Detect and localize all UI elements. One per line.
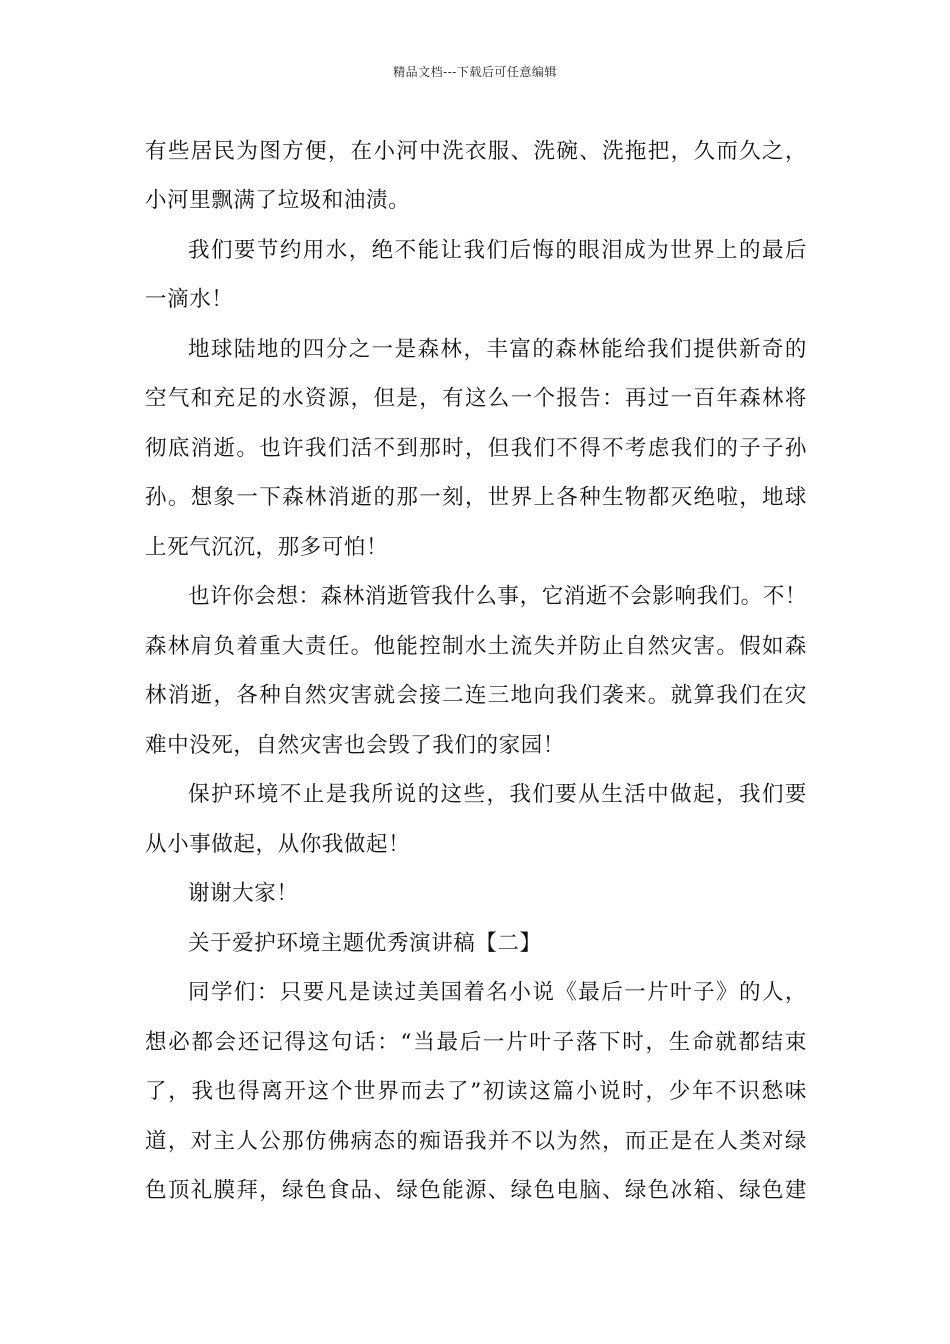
text-line: 难中没死，自然灾害也会毁了我们的家园！ — [145, 733, 565, 758]
text-line: 彻底消逝。也许我们活不到那时，但我们不得不考虑我们的子子孙 — [145, 436, 807, 461]
text-line: 了，我也得离开这个世界而去了”初读这篇小说时，少年不识愁味 — [145, 1079, 807, 1104]
text-line: 谢谢大家！ — [188, 881, 299, 906]
text-line: 孙。想象一下森林消逝的那一刻，世界上各种生物都灭绝啦，地球 — [145, 485, 807, 510]
text-line: 地球陆地的四分之一是森林，丰富的森林能给我们提供新奇的 — [188, 337, 807, 362]
text-line: 小河里飘满了垃圾和油渍。 — [145, 188, 411, 213]
text-line: 同学们：只要凡是读过美国着名小说《最后一片叶子》的人， — [188, 980, 807, 1005]
text-line: 有些居民为图方便，在小河中洗衣服、洗碗、洗拖把，久而久之， — [145, 139, 807, 164]
text-line: 一滴水！ — [145, 287, 234, 312]
text-line: 我们要节约用水，绝不能让我们后悔的眼泪成为世界上的最后 — [188, 238, 807, 263]
text-line: 道，对主人公那仿佛病态的痴语我并不以为然，而正是在人类对绿 — [145, 1129, 807, 1154]
text-line: 想必都会还记得这句话：“当最后一片叶子落下时，生命就都结束 — [145, 1030, 807, 1055]
text-line: 从小事做起，从你我做起！ — [145, 832, 411, 857]
text-line: 上死气沉沉，那多可怕！ — [145, 535, 389, 560]
text-line: 色顶礼膜拜，绿色食品、绿色能源、绿色电脑、绿色冰箱、绿色建 — [145, 1178, 807, 1203]
text-line: 空气和充足的水资源，但是，有这么一个报告：再过一百年森林将 — [145, 386, 807, 411]
text-line: 森林肩负着重大责任。他能控制水土流失并防止自然灾害。假如森 — [145, 634, 807, 659]
page-header: 精品文档---下载后可任意编辑 — [393, 65, 557, 79]
text-line: 也许你会想：森林消逝管我什么事，它消逝不会影响我们。不！ — [188, 584, 807, 609]
text-line: 保护环境不止是我所说的这些，我们要从生活中做起，我们要 — [188, 782, 807, 807]
text-line: 林消逝，各种自然灾害就会接二连三地向我们袭来。就算我们在灾 — [145, 683, 807, 708]
section-heading: 关于爱护环境主题优秀演讲稿【二】 — [188, 931, 542, 956]
